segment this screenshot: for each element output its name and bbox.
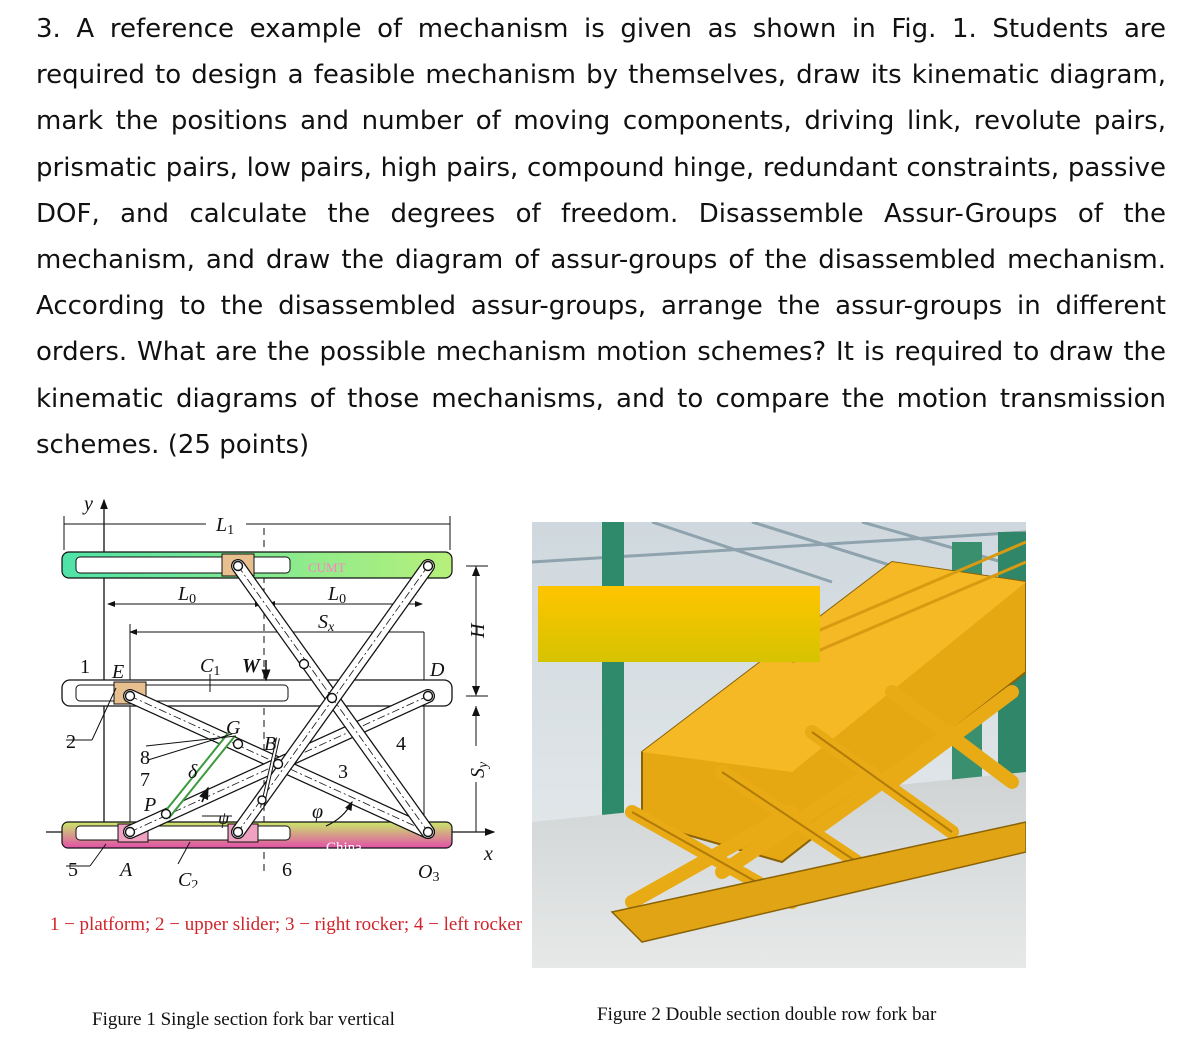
y-axis-label: y (84, 493, 93, 515)
label-8: 8 (140, 747, 150, 769)
x-axis-label: x (484, 843, 493, 865)
label-delta: δ (188, 761, 198, 783)
label-sy: Sy (467, 761, 491, 778)
label-e: E (112, 661, 125, 683)
label-g: G (226, 717, 241, 739)
label-h: H (467, 623, 489, 638)
label-4: 4 (396, 733, 406, 755)
label-d: D (430, 659, 445, 681)
label-p: P (144, 794, 157, 816)
label-c1: C1 (200, 655, 221, 679)
label-l0-right: L0 (328, 583, 347, 607)
label-6: 6 (282, 859, 292, 881)
figure2-photo (532, 522, 1026, 968)
label-sx: Sx (318, 611, 335, 635)
label-psi: ψ (218, 808, 230, 828)
label-c2: C2 (178, 869, 199, 888)
figure1-legend: 1 − platform; 2 − upper slider; 3 − right rocker; 4 − left rocker (49, 914, 523, 935)
label-b: B (264, 733, 277, 755)
question-text: 3. A reference example of mechanism is given as shown in Fig. 1. Students are required to design a feasible mechanism by themselves, draw its kinematic diagram, mark the positions and number of moving components, driving link, revolute pairs, prismatic pairs, low pairs, high pairs, compound hinge, redundant constraints, passive DOF, and calculate the degrees of freedom. Disassemble Assur-Groups of the mechanism, and draw the diagram of assur-groups of the disassembled mechanism. According to the disassembled assur-groups, arrange the assur-groups in different orders. What are the possible mechanism motion schemes? It is required to draw the kinematic diagrams of those mechanisms, and to compare the motion transmission schemes. (25 points) (36, 14, 1166, 460)
label-o3: O3 (418, 861, 440, 885)
label-china: China (326, 840, 362, 856)
figure2-caption: Figure 2 Double section double row fork bar (597, 1004, 937, 1025)
label-2: 2 (66, 731, 76, 753)
label-3: 3 (338, 761, 348, 783)
label-phi: φ (312, 801, 324, 823)
label-w: W (242, 655, 260, 677)
label-1: 1 (80, 656, 90, 678)
label-5: 5 (68, 859, 78, 881)
label-l1: L1 (216, 514, 235, 538)
figure2-label-box (538, 586, 820, 662)
figure1-caption: Figure 1 Single section fork bar vertical (92, 1009, 395, 1030)
label-l0-left: L0 (178, 583, 197, 607)
figure1-kinematic-diagram (36, 488, 516, 888)
label-cumt: CUMT (308, 560, 346, 575)
label-a: A (120, 859, 133, 881)
label-7: 7 (140, 769, 150, 791)
